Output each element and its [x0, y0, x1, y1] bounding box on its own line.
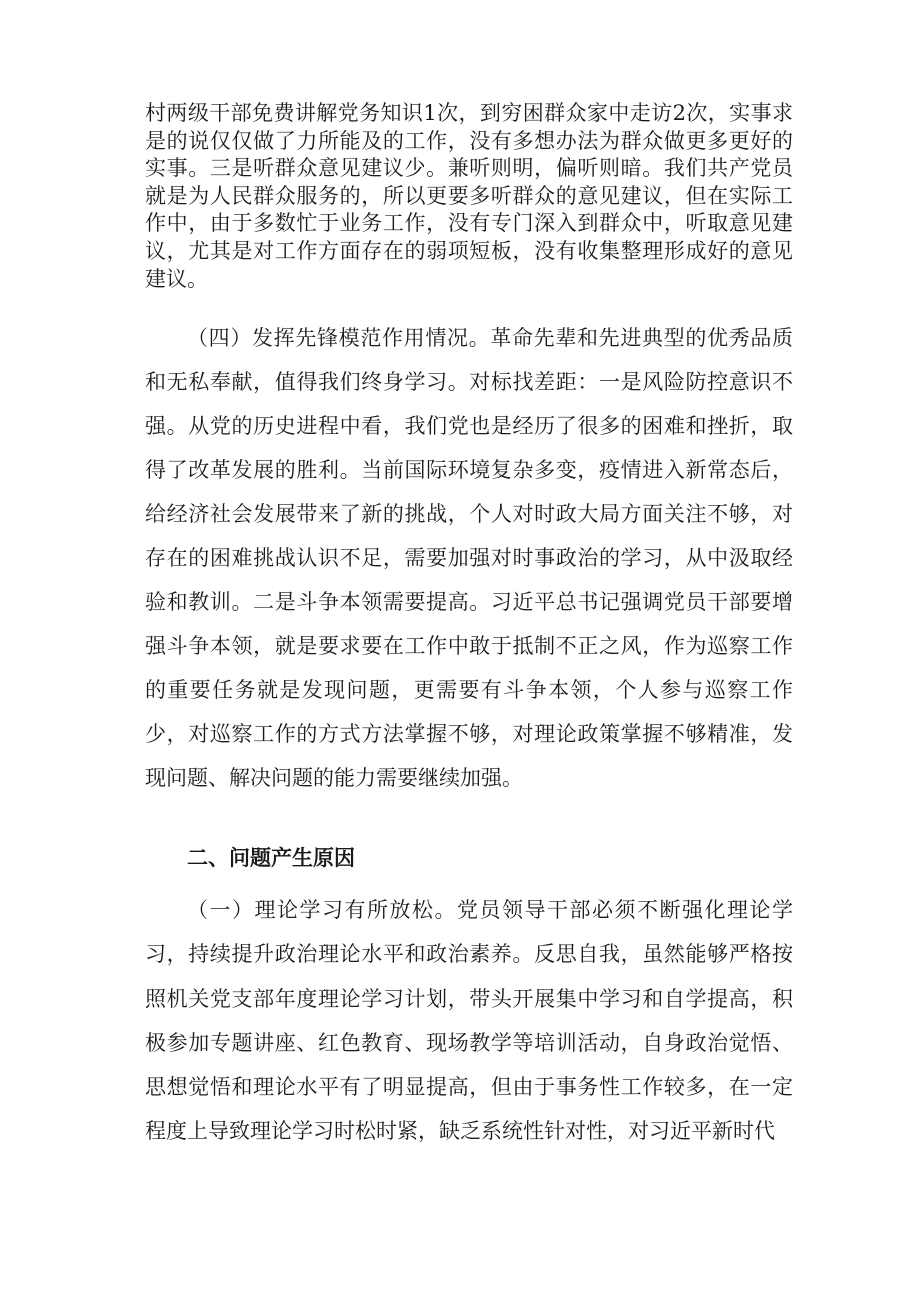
paragraph-pioneer-role: （四）发挥先锋模范作用情况。革命先辈和先进典型的优秀品质和无私奉献，值得我们终身学习。对标找差距：一是风险防控意识不强。从党的历史进程中看，我们党也是经历了很多的困难和挫折，取得了改革发展的胜利。当前国际环境复杂多变，疫情进入新常态后，给经济社会发展带来了新的挑战，个人对时政大局方面关注不够，对存在的困难挑战认识不足，需要加强对时事政治的学习，从中汲取经验和教训。二是斗争本领需要提高。习近平总书记强调党员干部要增强斗争本领，就是要求要在工作中敢于抵制不正之风，作为巡察工作的重要任务就是发现问题，更需要有斗争本领，个人参与巡察工作少，对巡察工作的方式方法掌握不够，对理论政策掌握不够精准，发现问题、解决问题的能力需要继续加强。 [145, 326, 793, 790]
paragraph-continuation: 村两级干部免费讲解党务知识1次，到穷困群众家中走访2次，实事求是的说仅仅做了力所能及的工作，没有多想办法为群众做更多更好的实事。三是听群众意见建议少。兼听则明，偏听则暗。我们共产党员就是为人民群众服务的，所以更要多听群众的意见建议，但在实际工作中，由于多数忙于业务工作，没有专门深入到群众中，听取意见建议，尤其是对工作方面存在的弱项短板，没有收集整理形成好的意见建议。 [145, 101, 793, 291]
section-heading-problem-causes: 二、问题产生原因 [187, 845, 355, 870]
paragraph-theory-study: （一）理论学习有所放松。党员领导干部必须不断强化理论学习，持续提升政治理论水平和政治素养。反思自我，虽然能够严格按照机关党支部年度理论学习计划，带头开展集中学习和自学提高，积极参加专题讲座、红色教育、现场教学等培训活动，自身政治觉悟、思想觉悟和理论水平有了明显提高，但由于事务性工作较多，在一定程度上导致理论学习时松时紧，缺乏系统性针对性，对习近平新时代 [145, 898, 793, 1144]
